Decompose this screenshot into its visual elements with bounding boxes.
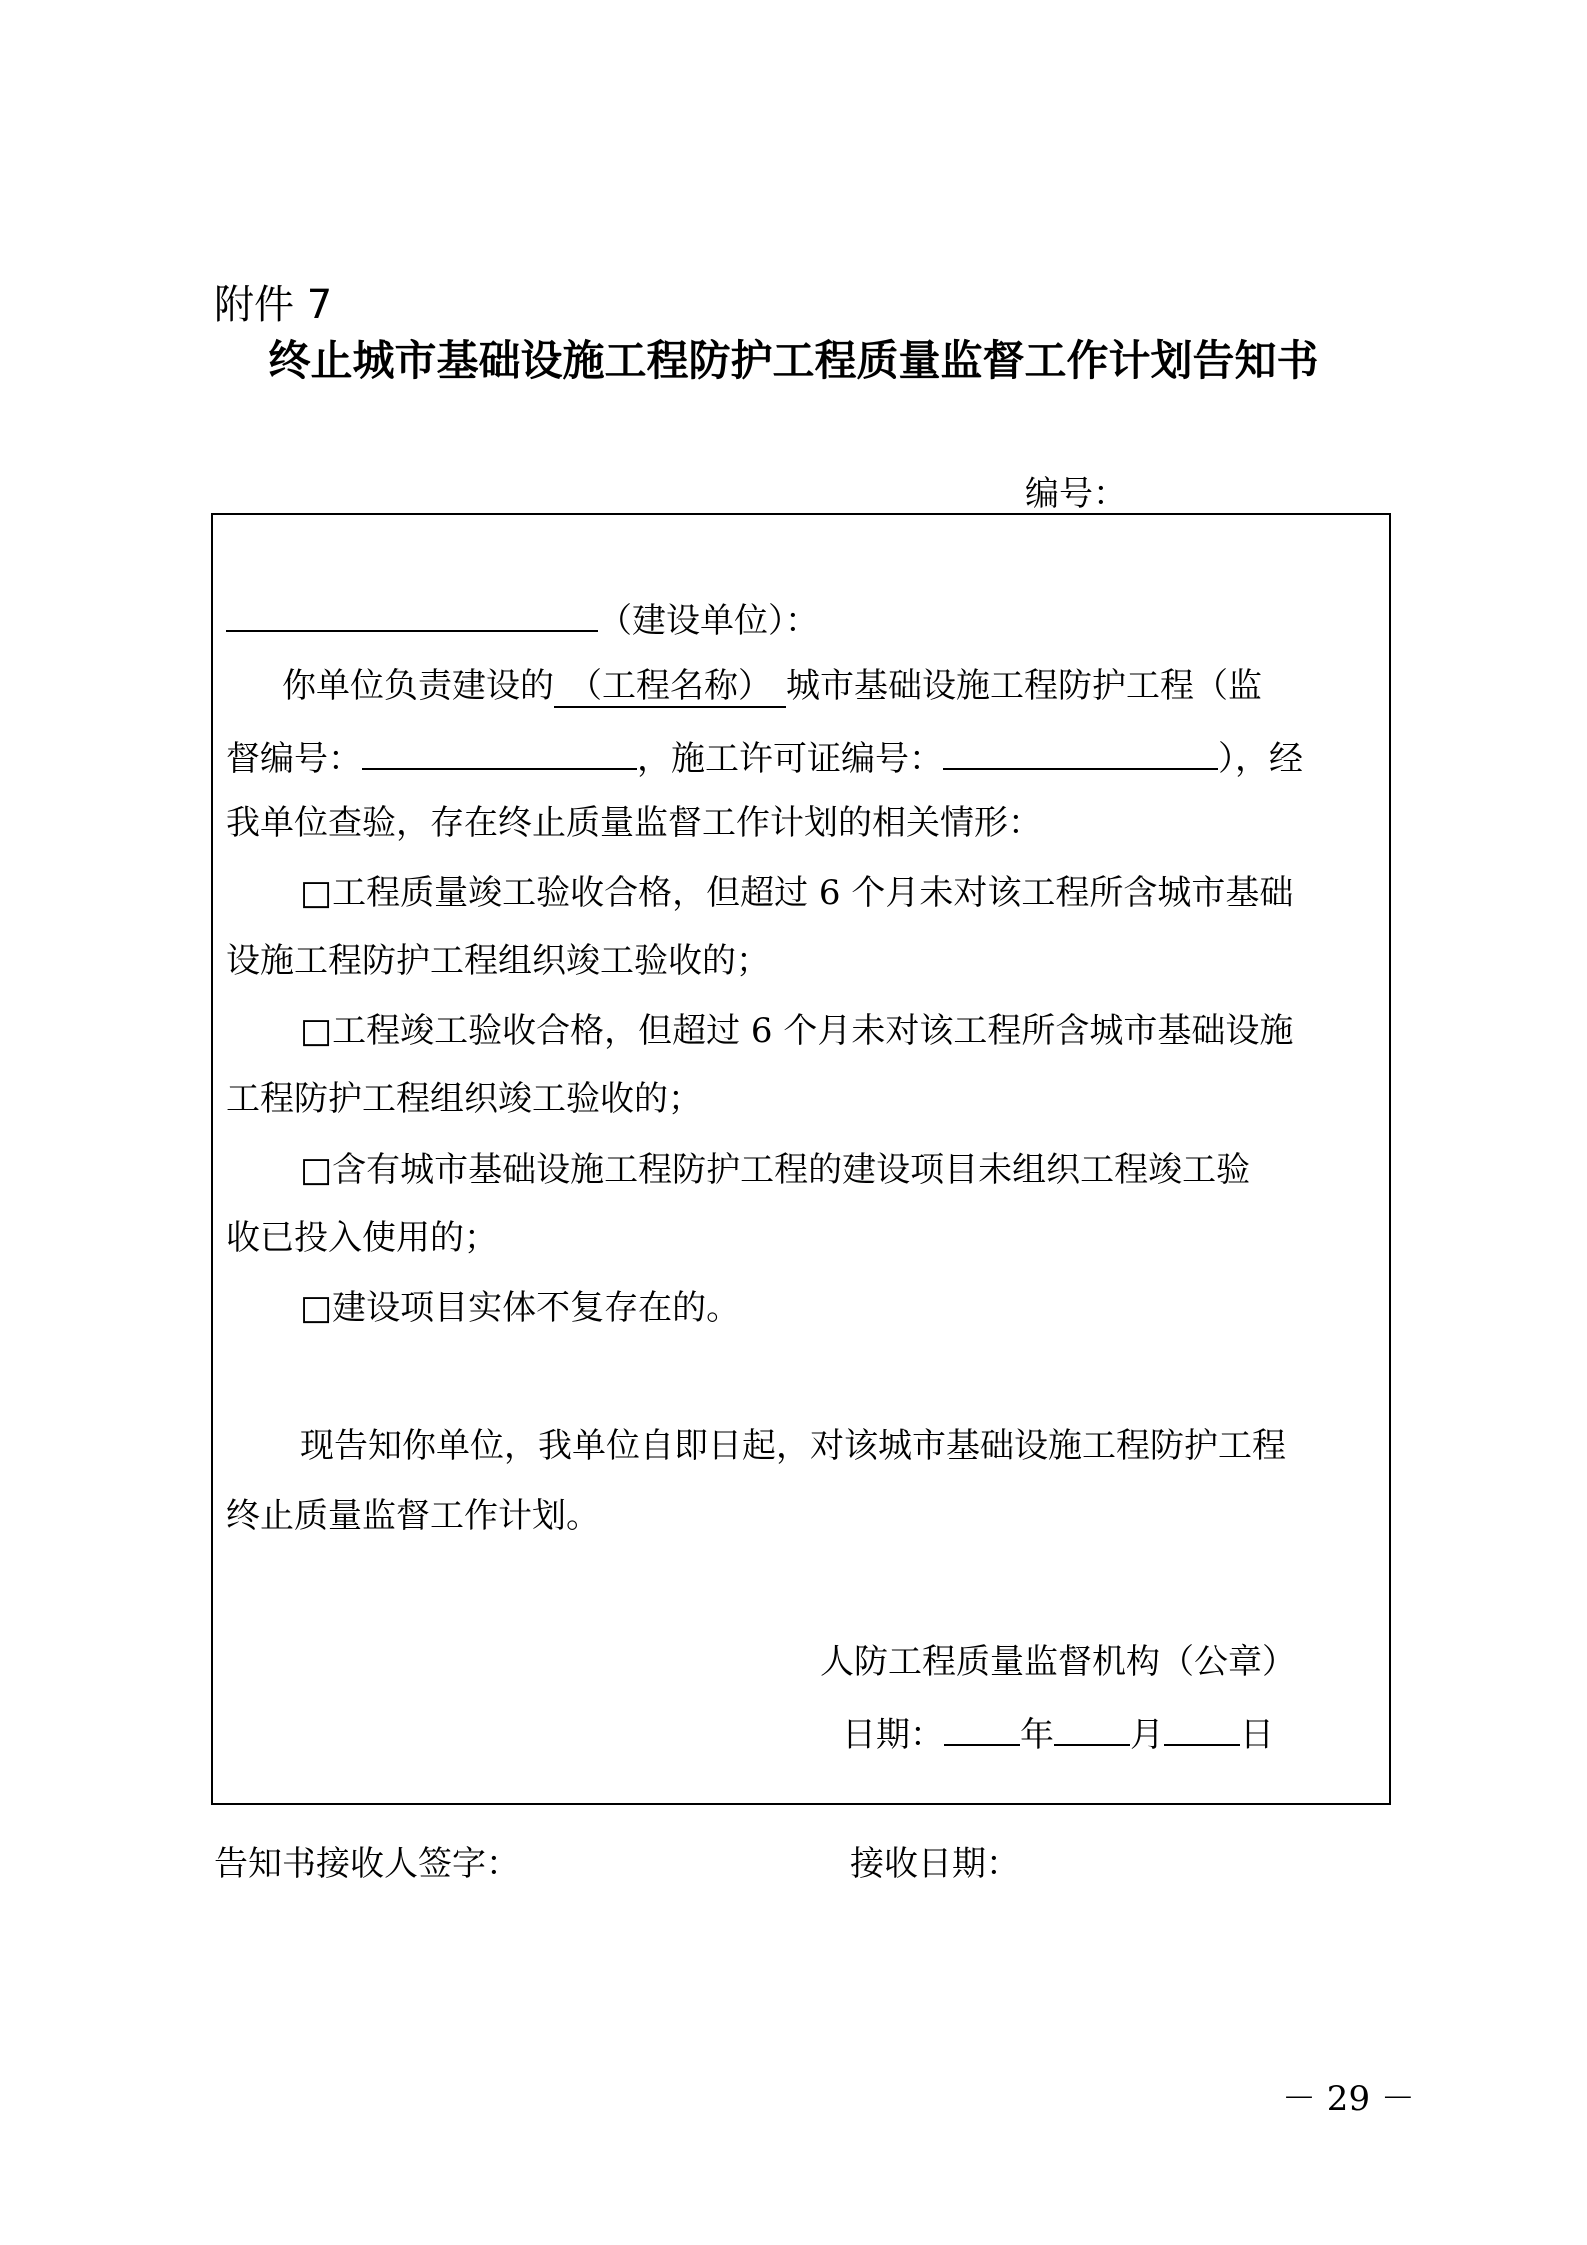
paragraph-1-line-2 [226,732,1303,781]
paragraph-1-line-3: 我单位查验，存在终止质量监督工作计划的相关情形： [226,803,1042,843]
year-blank[interactable] [944,1708,1020,1746]
addressee-line [226,594,819,643]
year-label: 年 [1020,1715,1054,1755]
paragraph-1-line-1 [282,664,1262,708]
conclusion-line-1: 现告知你单位，我单位自即日起，对该城市基础设施工程防护工程 [300,1426,1286,1466]
option-3-line-1[interactable]: □含有城市基础设施工程防护工程的建设项目未组织工程竣工验 [300,1150,1251,1190]
option-4-line-1[interactable]: □建设项目实体不复存在的。 [300,1288,741,1328]
p1-text-b: 城市基础设施工程防护工程（监 [786,666,1262,706]
page-number: － 29 － [1282,2079,1415,2119]
supervision-number-blank[interactable] [362,732,637,770]
supervision-number-label: 督编号： [226,739,362,779]
addressee-blank[interactable] [226,594,598,632]
permit-number-label: ，施工许可证编号： [637,739,943,779]
option-3-line-2: 收已投入使用的； [226,1218,498,1258]
date-line [842,1708,1274,1757]
conclusion-line-2: 终止质量监督工作计划。 [226,1496,600,1536]
option-1-line-2: 设施工程防护工程组织竣工验收的； [226,941,770,981]
p1-text-a: 你单位负责建设的 [282,666,554,706]
month-blank[interactable] [1054,1708,1130,1746]
day-blank[interactable] [1164,1708,1240,1746]
receiver-signature-label: 告知书接收人签字： [214,1844,520,1884]
p2-text-c: ），经 [1218,739,1303,779]
date-label: 日期： [842,1715,944,1755]
permit-number-blank[interactable] [943,732,1218,770]
option-2-line-1[interactable]: □工程竣工验收合格，但超过 6 个月未对该工程所含城市基础设施 [300,1011,1294,1051]
issuer-seal-label: 人防工程质量监督机构（公章） [820,1642,1296,1682]
serial-number-label: 编号： [1025,474,1127,514]
day-label: 日 [1240,1715,1274,1755]
addressee-suffix: （建设单位）： [598,601,819,641]
document-title: 终止城市基础设施工程防护工程质量监督工作计划告知书 [268,336,1319,385]
receive-date-label: 接收日期： [850,1844,1020,1884]
month-label: 月 [1130,1715,1164,1755]
option-2-line-2: 工程防护工程组织竣工验收的； [226,1079,702,1119]
option-1-line-1[interactable]: □工程质量竣工验收合格，但超过 6 个月未对该工程所含城市基础 [300,873,1294,913]
attachment-label: 附件 7 [214,282,333,328]
project-name-field[interactable]: （工程名称） [554,666,786,708]
